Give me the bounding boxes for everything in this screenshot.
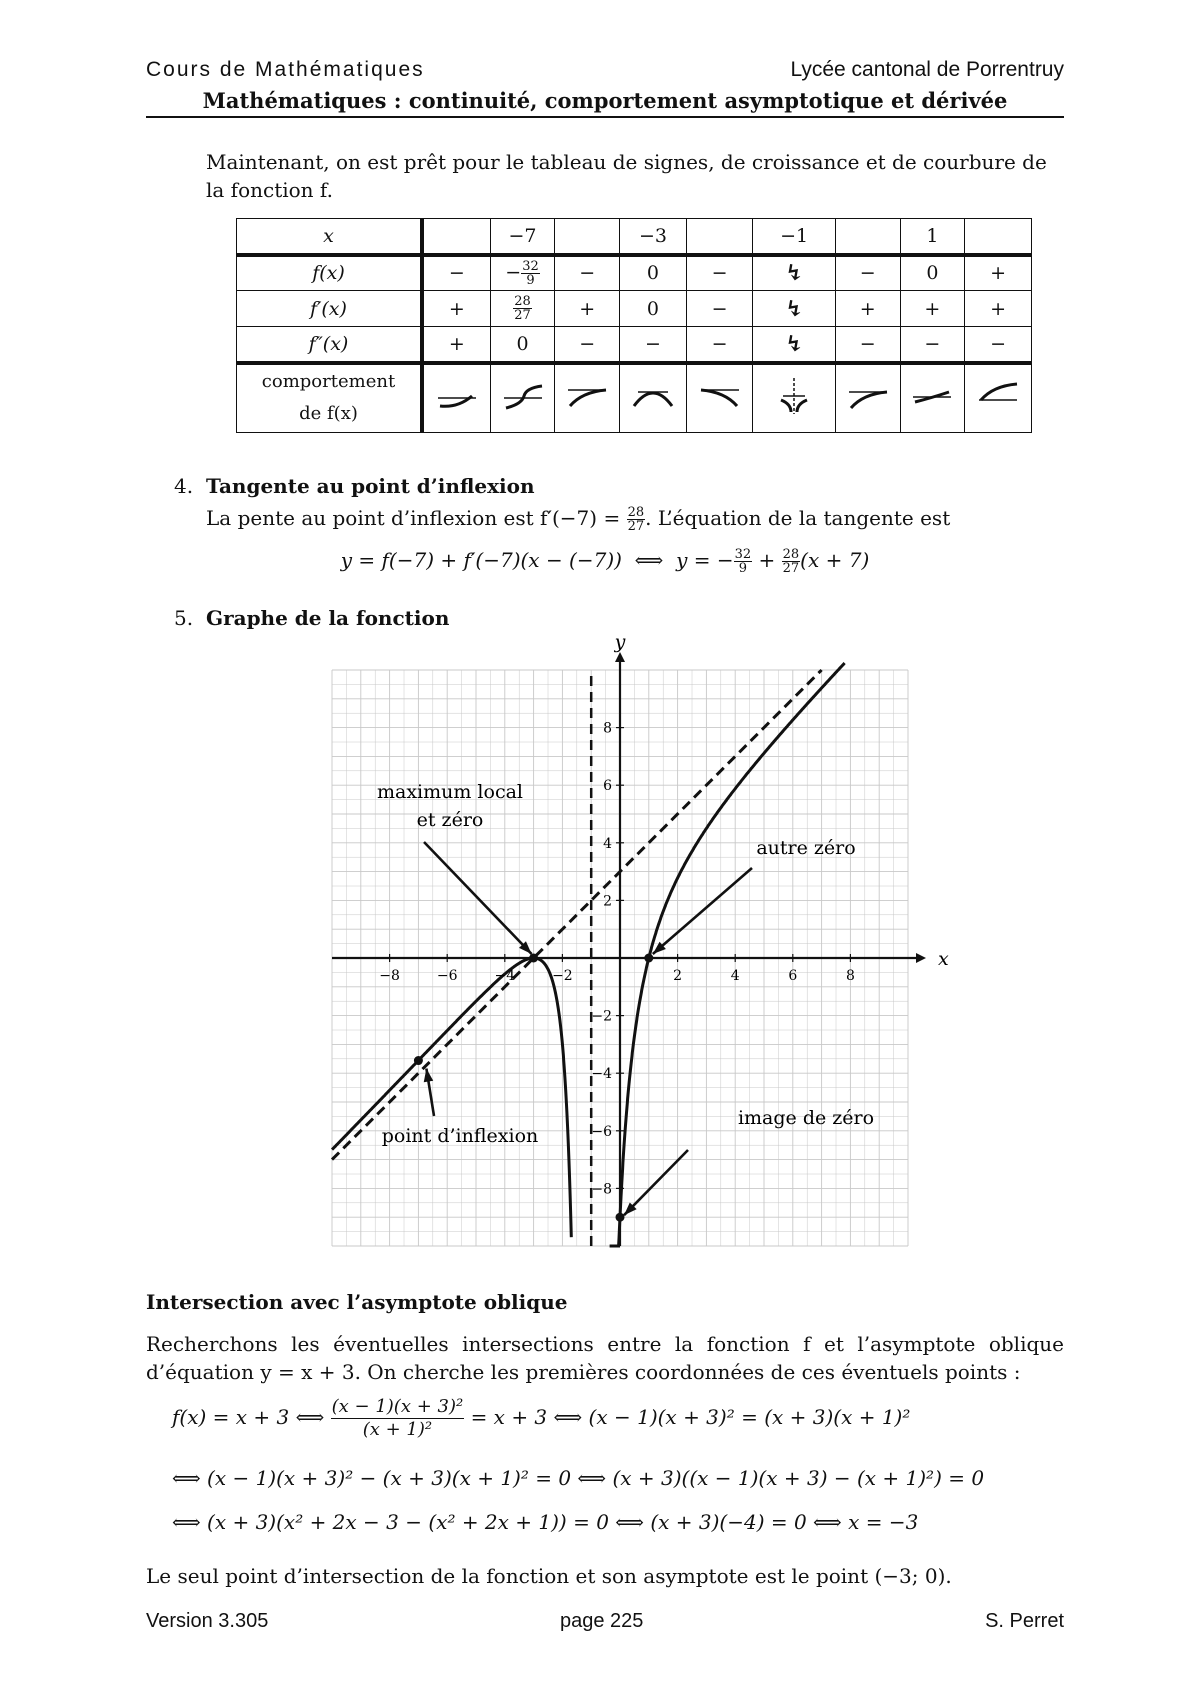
footer-author: S. Perret: [985, 1610, 1064, 1632]
intersection-text: Recherchons les éventuelles intersections entre la fonction f et l’asymptote oblique d’équation y = x + 3. On cherche les premières coordonnées de ces éventuels points :: [146, 1332, 1064, 1384]
fraction-den: 27: [627, 519, 645, 534]
table-header-cell: 1: [900, 219, 965, 255]
equation-right-c: (x + 7): [800, 548, 870, 572]
header-school: Lycée cantonal de Porrentruy: [790, 58, 1064, 81]
table-cell: −: [555, 255, 620, 291]
fraction-num: 28: [514, 294, 531, 309]
x-tick-label: 2: [673, 968, 683, 984]
key-point: [529, 954, 538, 963]
annotation-max-2: et zéro: [416, 809, 484, 831]
section5-title: Graphe de la fonction: [206, 606, 450, 630]
table-cell-fraction: − $\frac{32}{9}$: [490, 255, 555, 291]
table-cell: −: [686, 291, 753, 327]
increasing-concave-icon: [562, 376, 612, 416]
y-axis-label: y: [614, 631, 626, 653]
fraction-num: 32: [734, 547, 752, 562]
behaviour-cell: [490, 363, 555, 433]
x-axis-arrow: [916, 953, 926, 963]
maximum-icon: [628, 376, 678, 416]
y-tick-label: 8: [603, 720, 612, 737]
table-cell: −: [835, 255, 900, 291]
intersection-line-1: [172, 1396, 910, 1441]
x-tick-label: −4: [494, 968, 516, 984]
table-cell: +: [965, 255, 1032, 291]
behaviour-label-1: comportement: [261, 371, 396, 393]
y-tick-label: 4: [603, 835, 612, 852]
table-header-cell: x: [237, 219, 423, 255]
x-axis-label: x: [938, 948, 949, 970]
table-cell: −: [686, 327, 753, 363]
arrow-maximum: [424, 842, 532, 954]
intersection-title: Intersection avec l’asymptote oblique: [146, 1290, 568, 1314]
equation-right-a: y = −: [676, 548, 734, 572]
header-rule: [146, 116, 1064, 118]
section4-text: [206, 504, 1066, 533]
section4-text-before: La pente au point d’inflexion est f′(−7) =: [206, 506, 621, 530]
x-tick-label: −2: [552, 968, 573, 984]
arrow-inflexion-head: [424, 1069, 433, 1083]
graph-annotations: [377, 781, 874, 1147]
behaviour-cell: [422, 363, 490, 433]
row-label: f(x): [237, 255, 423, 291]
intersection-conclusion: Le seul point d’intersection de la fonction et son asymptote est le point (−3; 0).: [146, 1564, 952, 1588]
tangent-equation: [146, 548, 1064, 575]
x-tick-label: 4: [730, 968, 740, 984]
header-course: Cours de Mathématiques: [146, 58, 425, 81]
row-label: f′(x): [237, 291, 423, 327]
behaviour-cell: [555, 363, 620, 433]
table-cell: +: [422, 291, 490, 327]
behaviour-cell: [965, 363, 1032, 433]
x-tick-label: 6: [788, 968, 798, 984]
table-cell: +: [900, 291, 965, 327]
table-header-cell: [686, 219, 753, 255]
increasing-concave-icon: [973, 376, 1023, 416]
annotation-image-zero: image de zéro: [737, 1107, 875, 1129]
table-cell: −: [686, 255, 753, 291]
behaviour-cell: [900, 363, 965, 433]
table-cell: −: [835, 327, 900, 363]
function-curve-right: [610, 663, 845, 1246]
fraction-num: 32: [522, 258, 539, 274]
fraction-den: 27: [514, 308, 531, 323]
table-cell: 0: [620, 291, 687, 327]
line1-b: = x + 3 ⟺ (x − 1)(x + 3)² = (x + 3)(x + 1)²: [470, 1405, 911, 1429]
behaviour-label-2: de f(x): [299, 403, 358, 425]
fraction-num: 28: [627, 505, 645, 520]
key-point: [616, 1213, 625, 1222]
iff-symbol: ⟺: [634, 548, 664, 572]
behaviour-cell: [620, 363, 687, 433]
x-tick-label: −6: [436, 968, 458, 984]
table-cell: +: [422, 327, 490, 363]
footer-page: page 225: [560, 1610, 644, 1632]
table-cell: 0: [620, 255, 687, 291]
annotation-autre-zero: autre zéro: [756, 837, 856, 859]
inflexion-icon: [498, 376, 548, 416]
line1-a: f(x) = x + 3 ⟺: [172, 1405, 325, 1429]
intersection-line-2: ⟺ (x − 1)(x + 3)² − (x + 3)(x + 1)² = 0 ⟺ (x + 3)((x − 1)(x + 3) − (x + 1)²) = 0: [172, 1466, 985, 1490]
discontinuity-icon: ↯: [753, 255, 835, 291]
behaviour-cell: [835, 363, 900, 433]
table-row-fsecond: [237, 327, 1032, 363]
equation-right-b: +: [758, 548, 776, 572]
table-header-row: [237, 219, 1032, 255]
table-header-cell: −3: [620, 219, 687, 255]
section4-text-after: . L’équation de la tangente est: [645, 506, 951, 530]
footer-version: Version 3.305: [146, 1610, 269, 1632]
increasing-concave-icon: [843, 376, 893, 416]
x-tick-label: 8: [845, 968, 855, 984]
behaviour-cell: [753, 363, 835, 433]
table-cell-fraction: [490, 291, 555, 327]
intro-text: Maintenant, on est prêt pour le tableau de signes, de croissance et de courbure de la fonction f.: [206, 150, 1047, 202]
fraction-num: 28: [782, 547, 800, 562]
y-tick-label: 6: [603, 778, 612, 795]
table-header-cell: [555, 219, 620, 255]
vertical-asymptote-icon: [769, 376, 819, 416]
table-cell: −: [422, 255, 490, 291]
table-cell: 0: [900, 255, 965, 291]
discontinuity-icon: ↯: [753, 327, 835, 363]
fraction-den: 9: [526, 272, 535, 288]
table-header-cell: −1: [753, 219, 835, 255]
row-label: [237, 363, 423, 433]
row-label: f″(x): [237, 327, 423, 363]
fraction-den: 27: [782, 561, 800, 576]
table-cell: −: [620, 327, 687, 363]
y-tick-label: 2: [603, 893, 612, 910]
intersection-line-3: ⟺ (x + 3)(x² + 2x − 3 − (x² + 2x + 1)) = 0 ⟺ (x + 3)(−4) = 0 ⟺ x = −3: [172, 1510, 919, 1534]
header-subtitle: Mathématiques : continuité, comportement asymptotique et dérivée: [202, 88, 1008, 113]
annotation-max-1: maximum local: [376, 781, 524, 803]
arrow-autre-zero: [653, 868, 752, 954]
section5-number: 5.: [174, 606, 194, 630]
table-cell: +: [555, 291, 620, 327]
function-graph: [300, 631, 949, 1252]
table-header-cell: [835, 219, 900, 255]
function-curve-left: [332, 958, 571, 1237]
table-header-cell: −7: [490, 219, 555, 255]
table-cell: −: [965, 327, 1032, 363]
y-tick-label: −2: [591, 1008, 612, 1025]
x-tick-label: −8: [379, 968, 400, 984]
table-cell: −: [900, 327, 965, 363]
fraction-den: (x + 1)²: [362, 1419, 433, 1440]
y-tick-label: −4: [591, 1066, 612, 1083]
zero-crossing-icon: [907, 376, 957, 416]
section4-title: Tangente au point d’inflexion: [206, 474, 535, 498]
table-cell: −: [555, 327, 620, 363]
table-cell: 0: [490, 327, 555, 363]
increasing-convex-icon: [432, 376, 482, 416]
table-header-cell: [422, 219, 490, 255]
fraction-den: 9: [738, 561, 747, 576]
y-tick-label: −6: [591, 1123, 612, 1140]
annotation-inflexion: point d’inflexion: [381, 1125, 539, 1147]
y-tick-label: −8: [591, 1181, 612, 1198]
table-row-behaviour: [237, 363, 1032, 433]
key-point: [414, 1056, 423, 1065]
equation-left: y = f(−7) + f′(−7)(x − (−7)): [340, 548, 622, 572]
table-cell: +: [835, 291, 900, 327]
decreasing-concave-icon: [695, 376, 745, 416]
graph-curves: [332, 663, 845, 1246]
key-point: [644, 954, 653, 963]
table-cell: +: [965, 291, 1032, 327]
graph-axes: [332, 631, 949, 1246]
table-header-cell: [965, 219, 1032, 255]
fraction-num: (x − 1)(x + 3)²: [331, 1396, 464, 1417]
sign-table: [236, 218, 1032, 433]
behaviour-cell: [686, 363, 753, 433]
table-row-f: [237, 255, 1032, 291]
table-row-fprime: [237, 291, 1032, 327]
discontinuity-icon: ↯: [753, 291, 835, 327]
y-axis-arrow: [615, 652, 625, 662]
section4-number: 4.: [174, 474, 194, 498]
